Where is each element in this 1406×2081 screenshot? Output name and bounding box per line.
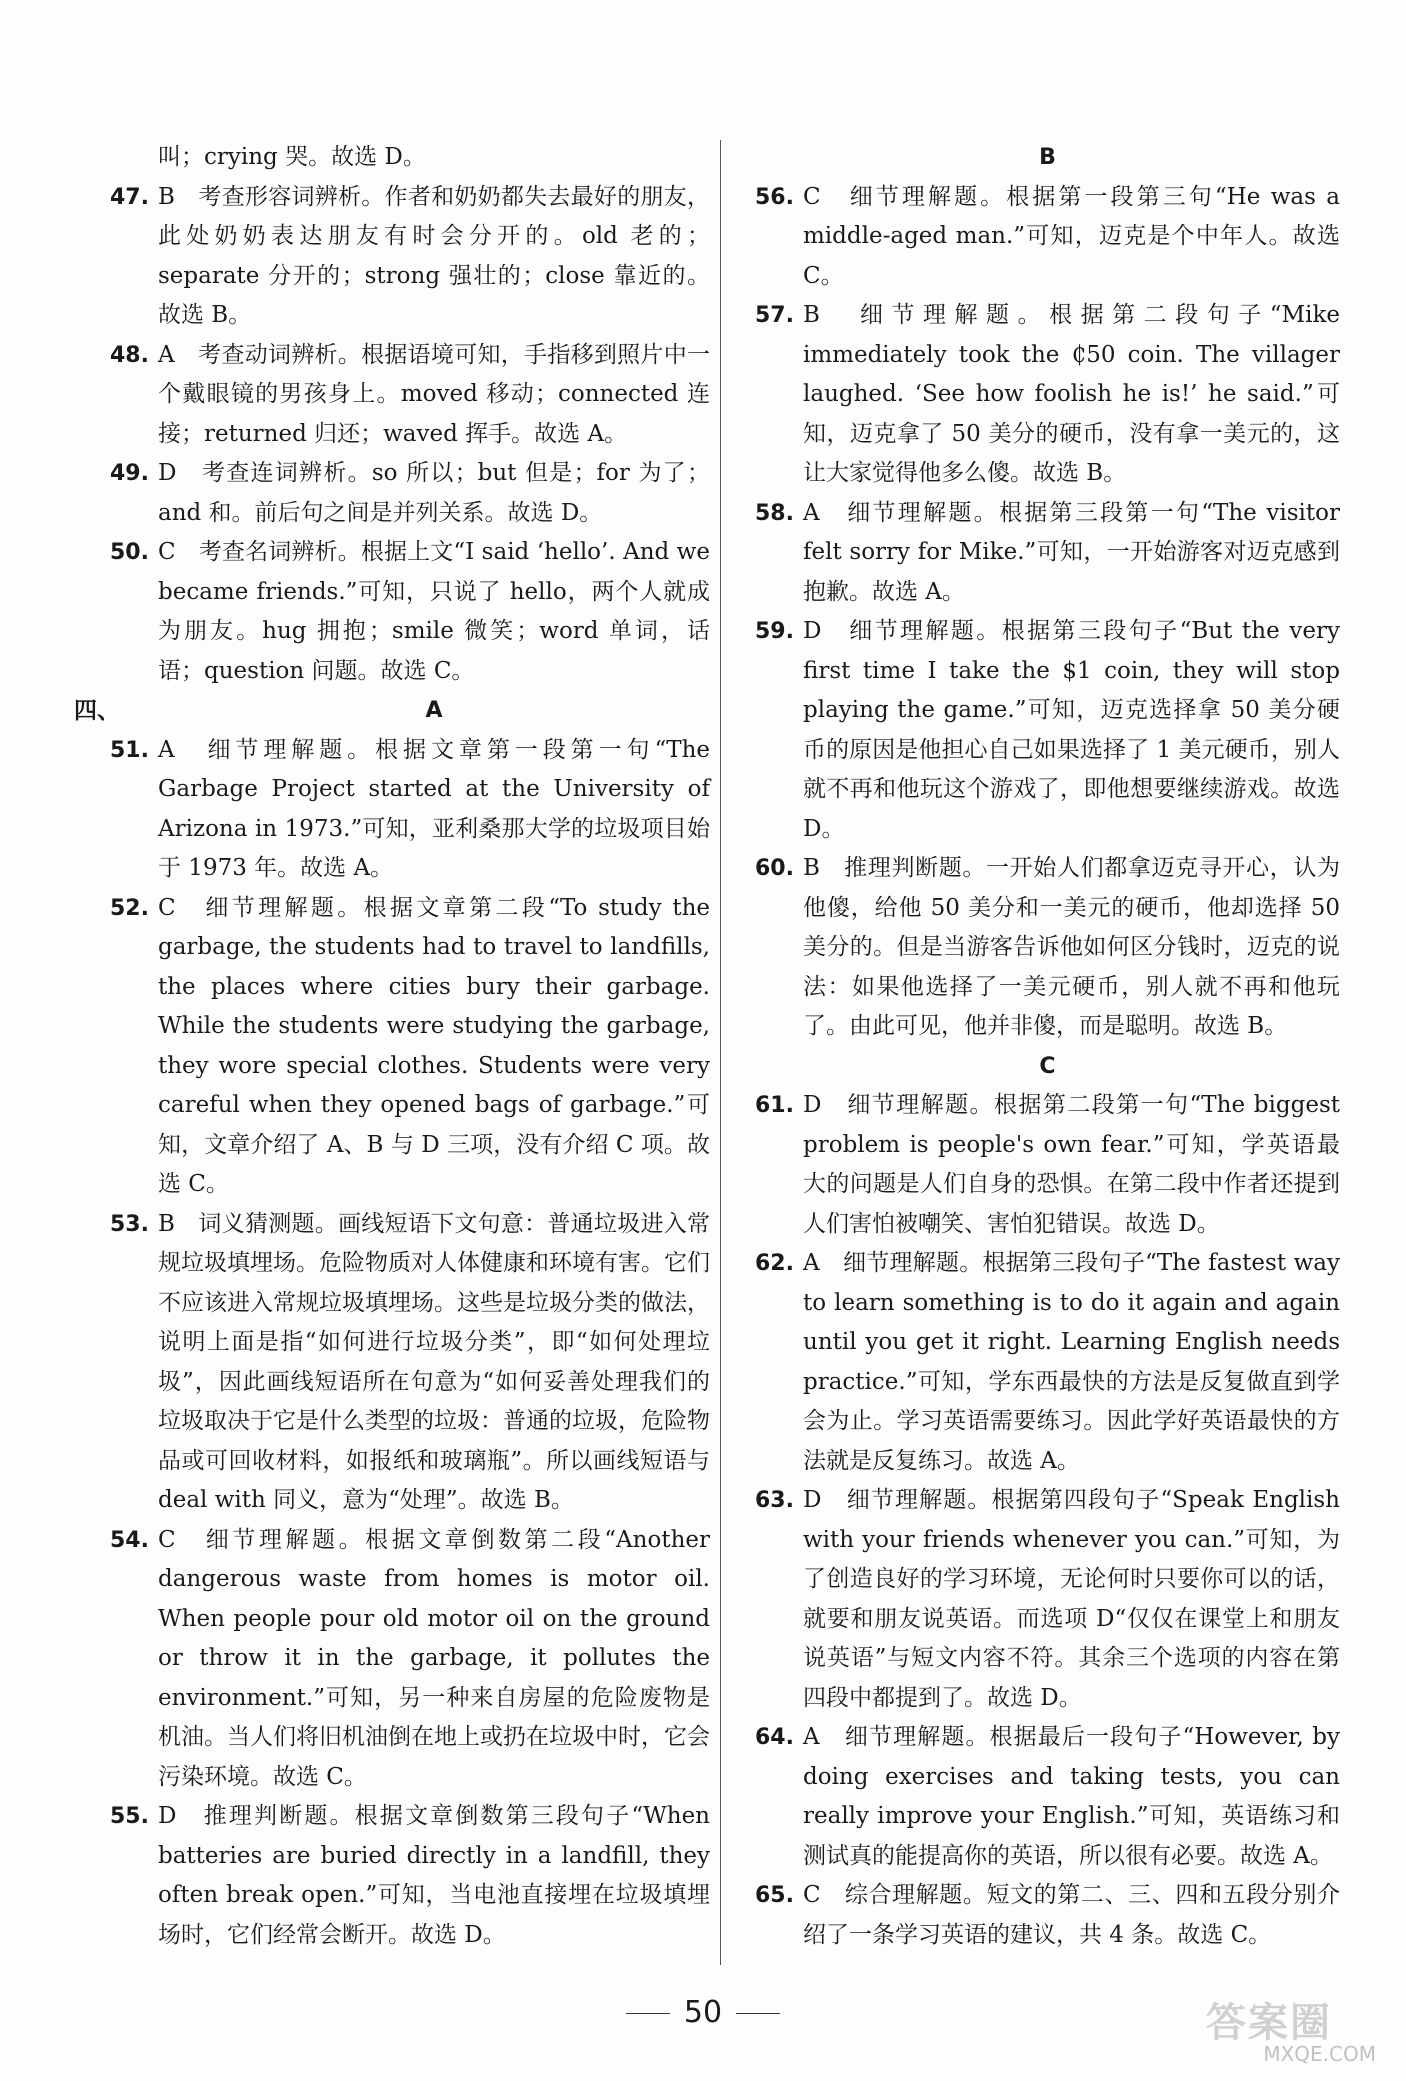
- left-column: [74, 138, 710, 1955]
- answer-number: 55.: [110, 1804, 149, 1829]
- page-number-footer: [0, 1995, 1406, 2030]
- section-four-heading: [74, 691, 710, 731]
- answer-item-53: [110, 1205, 710, 1521]
- answer-text: B 词义猜测题。画线短语下文句意：普通垃圾进入常规垃圾填埋场。危险物质对人体健康和环境有害。它们不应该进入常规垃圾填埋场。这些是垃圾分类的做法，说明上面是指“如何进行垃圾分类”，即“如何处理垃圾”，因此画线短语所在句意为“如何妥善处理我们的垃圾取决于它是什么类型的垃圾：普通的垃圾，危险物品或可回收材料，如报纸和玻璃瓶”。所以画线短语与 deal with 同义，意为“处理”。故选 B。: [158, 1210, 710, 1513]
- section-label: 四、: [74, 697, 120, 724]
- answer-number: 54.: [110, 1527, 149, 1553]
- column-divider: [720, 140, 721, 1965]
- answer-number: 59.: [755, 619, 794, 644]
- answer-text: B 考查形容词辨析。作者和奶奶都失去最好的朋友，此处奶奶表达朋友有时会分开的。old 老的；separate 分开的；strong 强壮的；close 靠近的。故选 B。: [158, 183, 710, 328]
- answer-number: 62.: [755, 1251, 794, 1276]
- right-column: [755, 138, 1340, 1955]
- answer-number: 51.: [110, 737, 149, 763]
- answer-number: 52.: [110, 895, 149, 921]
- passage-heading-b: B: [1039, 145, 1056, 170]
- footer-dash-right: [736, 2013, 780, 2014]
- answer-item-47: [110, 178, 710, 336]
- answer-text: A 细节理解题。根据第三段第一句“The visitor felt sorry for Mike.”可知，一开始游客对迈克感到抱歉。故选 A。: [803, 499, 1340, 605]
- answer-item-62: [755, 1244, 1340, 1481]
- answer-number: 63.: [755, 1488, 794, 1513]
- footer-dash-left: [626, 2013, 670, 2014]
- passage-heading-a: A: [425, 698, 443, 723]
- passage-heading-c: C: [1039, 1053, 1056, 1079]
- continuation-text: 叫；crying 哭。故选 D。: [158, 144, 426, 170]
- answer-text: C 细节理解题。根据文章倒数第二段“Another dangerous waste from homes is motor oil. When people pour old motor oil on the ground or throw it in the garbage, it pollutes the environment.”可知，另一种来自房屋的危险废物是机油。当人们将旧机油倒在地上或扔在垃圾中时，它会污染环境。故选 C。: [158, 1526, 710, 1790]
- answer-item-56: [755, 178, 1340, 297]
- answer-item-49: [110, 454, 710, 533]
- answer-number: 65.: [755, 1883, 794, 1908]
- answer-number: 58.: [755, 500, 794, 526]
- answer-text: C 细节理解题。根据文章第二段“To study the garbage, the students had to travel to landfills, the places where cities bury their garbage. While the students were studying the garbage, they wore special clothes. Students were very careful when they opened bags of garbage.”可知，文章介绍了 A、B 与 D 三项，没有介绍 C 项。故选 C。: [158, 894, 710, 1197]
- answer-number: 64.: [755, 1725, 794, 1750]
- answer-number: 60.: [755, 856, 794, 881]
- answer-text: A 细节理解题。根据第三段句子“The fastest way to learn something is to do it again and again until you get it right. Learning English needs practice.”可知，学东西最快的方法是反复做直到学会为止。学习英语需要练习。因此学好英语最快的方法就是反复练习。故选 A。: [803, 1250, 1340, 1474]
- answer-text: A 细节理解题。根据最后一段句子“However, by doing exercises and taking tests, you can really improve your English.”可知，英语练习和测试真的能提高你的英语，所以很有必要。故选 A。: [803, 1724, 1340, 1869]
- answer-text: B 细节理解题。根据第二段句子“Mike immediately took the ₵50 coin. The villager laughed. ‘See how foolish he is!’ he said.”可知，迈克拿了 50 美分的硬币，没有拿一美元的，这让大家觉得他多么傻。故选 B。: [803, 302, 1340, 486]
- answer-item-54: [110, 1521, 710, 1798]
- watermark-url: MXQE.COM: [1263, 2042, 1376, 2066]
- answer-item-60: [755, 849, 1340, 1047]
- answer-text: C 细节理解题。根据第一段第三句“He was a middle-aged man.”可知，迈克是个中年人。故选 C。: [803, 183, 1340, 289]
- answer-item-61: [755, 1086, 1340, 1244]
- watermark-text: 答案圈: [1206, 2000, 1332, 2046]
- answer-item-64: [755, 1718, 1340, 1876]
- answer-item-51: [110, 731, 710, 889]
- answer-item-57: [755, 296, 1340, 494]
- answer-text: C 考查名词辨析。根据上文“I said ‘hello’. And we became friends.”可知，只说了 hello，两个人就成为朋友。hug 拥抱；smile 微笑；word 单词，话语；question 问题。故选 C。: [158, 539, 710, 684]
- answer-text: D 细节理解题。根据第四段句子“Speak English with your friends whenever you can.”可知，为了创造良好的学习环境，无论何时只要你可以的话，就要和朋友说英语。而选项 D“仅仅在课堂上和朋友说英语”与短文内容不符。其余三个选项的内容在第四段中都提到了。故选 D。: [803, 1487, 1340, 1711]
- answer-text: A 细节理解题。根据文章第一段第一句“The Garbage Project started at the University of Arizona in 1973.”可知，亚利桑那大学的垃圾项目始于 1973 年。故选 A。: [158, 736, 710, 881]
- answer-number: 56.: [755, 184, 794, 210]
- answer-number: 57.: [755, 303, 794, 328]
- answer-item-52: [110, 889, 710, 1205]
- answer-item-59: [755, 612, 1340, 849]
- answer-number: 53.: [110, 1211, 149, 1237]
- answer-text: D 推理判断题。根据文章倒数第三段句子“When batteries are buried directly in a landfill, they often break open.”可知，当电池直接埋在垃圾填埋场时，它们经常会断开。故选 D。: [158, 1803, 710, 1948]
- page-number: 50: [683, 1995, 723, 2030]
- answer-number: 50.: [110, 540, 149, 565]
- answer-text: D 考查连词辨析。so 所以；but 但是；for 为了；and 和。前后句之间是并列关系。故选 D。: [158, 460, 710, 526]
- answer-text: D 细节理解题。根据第三段句子“But the very first time I take the $1 coin, they will stop playing the game.”可知，迈克选择拿 50 美分硬币的原因是他担心自己如果选择了 1 美元硬币，别人就不再和他玩这个游戏了，即他想要继续游戏。故选 D。: [803, 618, 1340, 842]
- answer-item-50: [110, 533, 710, 691]
- answer-item-63: [755, 1481, 1340, 1718]
- answer-number: 48.: [110, 342, 149, 368]
- answer-text: C 综合理解题。短文的第二、三、四和五段分别介绍了一条学习英语的建议，共 4 条。故选 C。: [803, 1882, 1340, 1948]
- answer-item-55: [110, 1797, 710, 1955]
- answer-item-58: [755, 494, 1340, 613]
- watermark-logo: [1206, 1991, 1376, 2071]
- answer-number: 47.: [110, 184, 149, 210]
- answer-number: 61.: [755, 1093, 794, 1118]
- answer-item-48: [110, 336, 710, 455]
- answer-number: 49.: [110, 461, 149, 486]
- answer-item-65: [755, 1876, 1340, 1955]
- answer-text: D 细节理解题。根据第二段第一句“The biggest problem is people's own fear.”可知，学英语最大的问题是人们自身的恐惧。在第二段中作者还提到人们害怕被嘲笑、害怕犯错误。故选 D。: [803, 1092, 1340, 1237]
- answer-text: B 推理判断题。一开始人们都拿迈克寻开心，认为他傻，给他 50 美分和一美元的硬币，他却选择 50 美分的。但是当游客告诉他如何区分钱时，迈克的说法：如果他选择了一美元硬币，别人就不再和他玩了。由此可见，他并非傻，而是聪明。故选 B。: [803, 855, 1340, 1039]
- answer-text: A 考查动词辨析。根据语境可知，手指移到照片中一个戴眼镜的男孩身上。moved 移动；connected 连接；returned 归还；waved 挥手。故选 A。: [158, 341, 710, 447]
